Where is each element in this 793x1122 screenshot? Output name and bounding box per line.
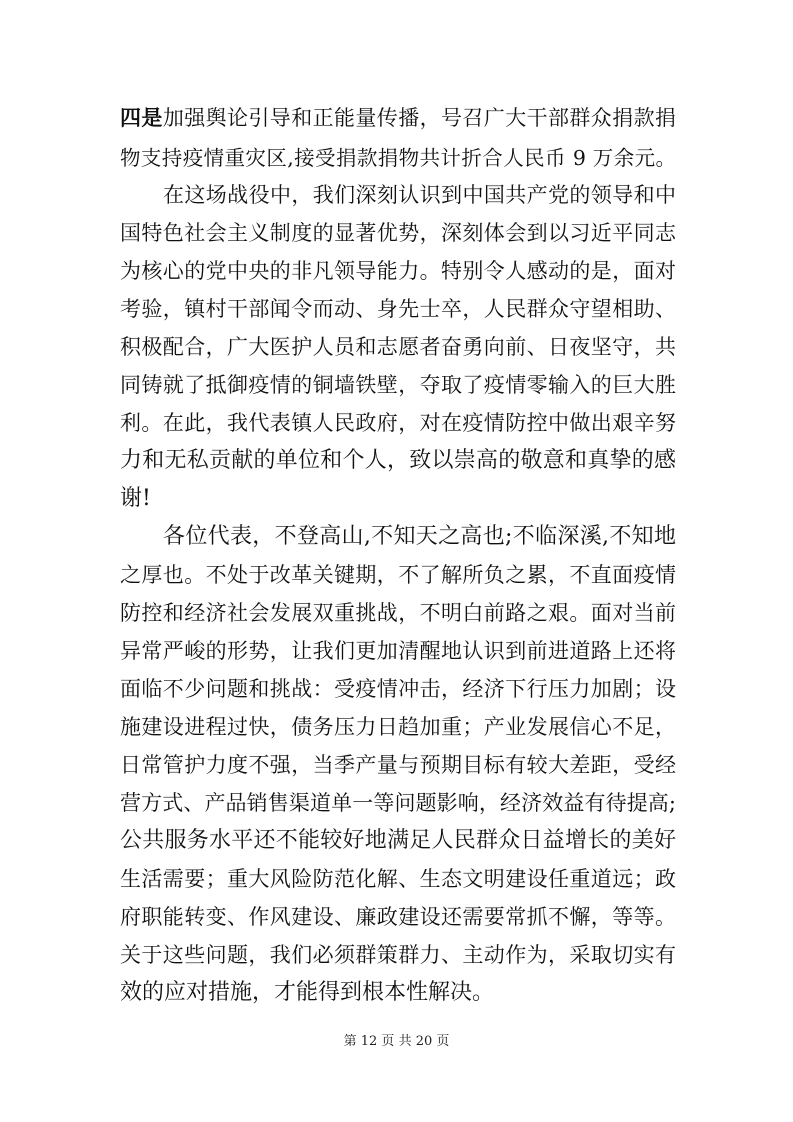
paragraph-line: 力和无私贡献的单位和个人，致以崇高的敬意和真挚的感 bbox=[120, 448, 676, 473]
paragraph-line: 谢! bbox=[120, 486, 151, 511]
paragraph-line: 面临不少问题和挑战：受疫情冲击，经济下行压力加剧；设 bbox=[120, 677, 676, 701]
paragraph-line: 国特色社会主义制度的显著优势，深刻体会到以习近平同志 bbox=[120, 221, 676, 245]
paragraph-line: 各位代表，不登高山,不知天之高也;不临深溪,不知地 bbox=[163, 524, 676, 549]
page-footer: 第 12 页 共 20 页 bbox=[343, 1034, 450, 1049]
paragraph-line: 物支持疫情重灾区,接受捐款捐物共计折合人民币 9 万余元。 bbox=[120, 146, 676, 170]
paragraph-line: 府职能转变、作风建设、廉政建设还需要常抓不懈，等等。 bbox=[120, 905, 676, 929]
paragraph-line: 为核心的党中央的非凡领导能力。特别令人感动的是，面对 bbox=[120, 259, 676, 283]
paragraph-line: 营方式、产品销售渠道单一等问题影响，经济效益有待提高; bbox=[120, 791, 676, 815]
paragraph-line: 在这场战役中，我们深刻认识到中国共产党的领导和中 bbox=[163, 183, 676, 207]
paragraph-line: 考验，镇村干部闻令而动、身先士卒，人民群众守望相助、 bbox=[120, 297, 676, 321]
paragraph-line: 异常严峻的形势，让我们更加清醒地认识到前进道路上还将 bbox=[120, 639, 676, 663]
line-text: 加强舆论引导和正能量传播，号召广大干部群众捐款捐 bbox=[162, 106, 676, 130]
paragraph-line: 关于这些问题，我们必须群策群力、主动作为，采取切实有 bbox=[120, 943, 676, 967]
paragraph-line: 积极配合，广大医护人员和志愿者奋勇向前、日夜坚守，共 bbox=[120, 335, 676, 359]
paragraph-line: 生活需要；重大风险防范化解、生态文明建设任重道远；政 bbox=[120, 867, 676, 891]
paragraph-line bbox=[120, 98, 676, 138]
paragraph-line: 同铸就了抵御疫情的铜墙铁壁，夺取了疫情零输入的巨大胜 bbox=[120, 373, 676, 397]
paragraph-line: 之厚也。不处于改革关键期，不了解所负之累，不直面疫情 bbox=[120, 563, 676, 587]
paragraph-line: 公共服务水平还不能较好地满足人民群众日益增长的美好 bbox=[120, 828, 676, 853]
paragraph-line: 利。在此，我代表镇人民政府，对在疫情防控中做出艰辛努 bbox=[120, 411, 676, 435]
paragraph-line: 防控和经济社会发展双重挑战，不明白前路之艰。面对当前 bbox=[120, 601, 676, 625]
paragraph-line: 效的应对措施，才能得到根本性解决。 bbox=[120, 980, 495, 1005]
lead-label: 四是 bbox=[120, 106, 163, 130]
paragraph-line: 日常管护力度不强，当季产量与预期目标有较大差距，受经 bbox=[120, 753, 676, 777]
paragraph-line: 施建设进程过快，债务压力日趋加重；产业发展信心不足， bbox=[120, 715, 676, 739]
